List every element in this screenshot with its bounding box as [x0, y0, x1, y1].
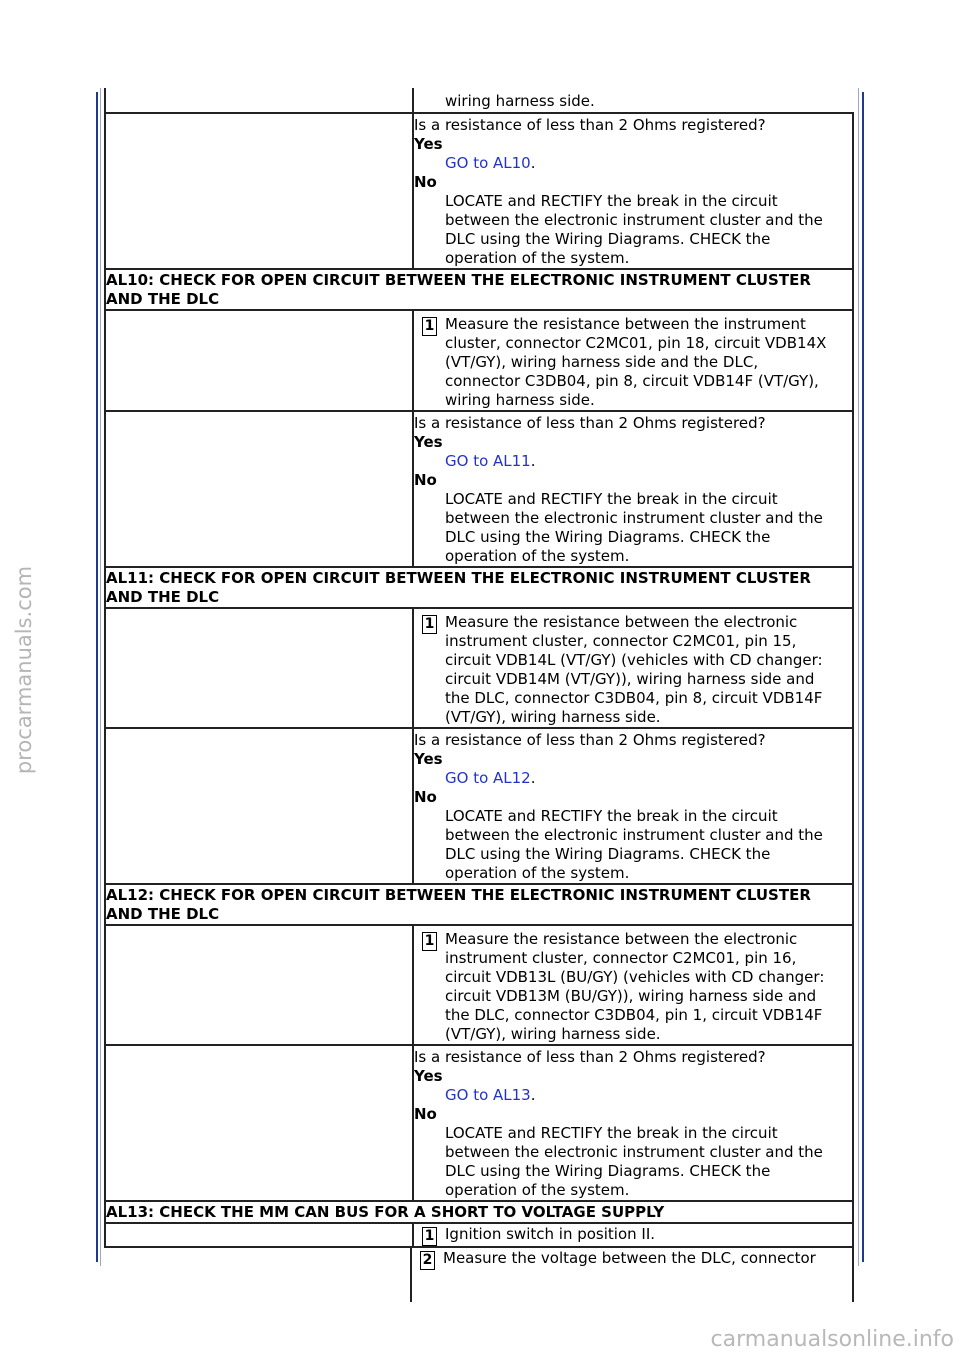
- step-line: Measure the voltage between the DLC, connector: [443, 1249, 816, 1267]
- step-line: (VT/GY), wiring harness side and the DLC,: [445, 353, 759, 371]
- no-action-line: between the electronic instrument cluster and the: [445, 826, 823, 844]
- step-item: [414, 1225, 852, 1246]
- question-text: Is a resistance of less than 2 Ohms registered?: [414, 116, 766, 134]
- section-heading-al12: [104, 885, 854, 926]
- step-line: circuit VDB13M (BU/GY)), wiring harness side and: [445, 987, 817, 1005]
- table-row: [104, 311, 854, 412]
- step-number: 1: [422, 317, 437, 336]
- question-cell: [414, 412, 854, 566]
- yes-action: [414, 769, 852, 788]
- table-row: [104, 88, 854, 114]
- empty-cell: [104, 729, 414, 883]
- table-row: [104, 729, 854, 885]
- section-heading-al13: [104, 1202, 854, 1224]
- yes-suffix: .: [530, 769, 536, 787]
- no-action-line: operation of the system.: [445, 864, 630, 882]
- empty-cell: [104, 1248, 412, 1302]
- no-action-line: LOCATE and RECTIFY the break in the circuit: [445, 192, 778, 210]
- no-action-line: DLC using the Wiring Diagrams. CHECK the: [445, 1162, 771, 1180]
- no-action-line: DLC using the Wiring Diagrams. CHECK the: [445, 528, 771, 546]
- no-action-line: DLC using the Wiring Diagrams. CHECK the: [445, 230, 771, 248]
- step-item: [414, 930, 852, 968]
- goto-link[interactable]: GO to AL12: [445, 769, 531, 787]
- yes-label: Yes: [414, 135, 443, 153]
- heading-line: AND THE DLC: [106, 290, 220, 308]
- empty-cell: [104, 1224, 414, 1246]
- yes-suffix: .: [530, 452, 536, 470]
- heading-line: AL12: CHECK FOR OPEN CIRCUIT BETWEEN THE ELECTRONIC INSTRUMENT CLUSTER: [106, 886, 811, 904]
- diagnostic-table: [104, 88, 854, 1302]
- table-row: [104, 926, 854, 1046]
- no-action-line: operation of the system.: [445, 1181, 630, 1199]
- no-label: No: [414, 471, 437, 489]
- empty-cell: [104, 412, 414, 566]
- heading-line: AND THE DLC: [106, 588, 220, 606]
- yes-action: [414, 452, 852, 471]
- no-action-line: operation of the system.: [445, 547, 630, 565]
- question-text: Is a resistance of less than 2 Ohms registered?: [414, 414, 766, 432]
- carry-over-text: wiring harness side.: [445, 92, 595, 110]
- question-cell: [414, 729, 854, 883]
- carry-over-cell: [414, 88, 854, 112]
- step-line: Ignition switch in position II.: [445, 1225, 656, 1243]
- side-watermark: procarmanuals.com: [12, 565, 36, 775]
- no-action-line: LOCATE and RECTIFY the break in the circuit: [445, 807, 778, 825]
- no-label: No: [414, 173, 437, 191]
- question-cell: [414, 1046, 854, 1200]
- empty-cell: [104, 609, 414, 727]
- step-cell: [414, 926, 854, 1044]
- empty-cell: [104, 114, 414, 268]
- step-item: [414, 315, 852, 353]
- section-heading-al11: [104, 568, 854, 609]
- step-cell: [414, 609, 854, 727]
- no-action-line: between the electronic instrument cluster and the: [445, 1143, 823, 1161]
- step-cell: [414, 311, 854, 410]
- step-line: instrument cluster, connector C2MC01, pin 15,: [445, 632, 797, 650]
- no-action-line: LOCATE and RECTIFY the break in the circuit: [445, 490, 778, 508]
- step-item: [414, 613, 852, 651]
- step-line: Measure the resistance between the electronic: [445, 613, 798, 631]
- step-item: [412, 1249, 852, 1270]
- section-heading-al10: [104, 270, 854, 311]
- no-action-line: operation of the system.: [445, 249, 630, 267]
- yes-label: Yes: [414, 1067, 443, 1085]
- table-row: [104, 1248, 854, 1302]
- yes-suffix: .: [530, 1086, 536, 1104]
- step-number: 1: [422, 1227, 437, 1246]
- goto-link[interactable]: GO to AL13: [445, 1086, 531, 1104]
- step-line: circuit VDB14M (VT/GY)), wiring harness side and: [445, 670, 815, 688]
- yes-action: [414, 1086, 852, 1105]
- yes-suffix: .: [530, 154, 536, 172]
- step-cell: [412, 1248, 854, 1302]
- empty-cell: [104, 1046, 414, 1200]
- question-text: Is a resistance of less than 2 Ohms registered?: [414, 731, 766, 749]
- page-margin-line-right: [858, 88, 859, 1266]
- step-line: cluster, connector C2MC01, pin 18, circuit VDB14X: [445, 334, 827, 352]
- no-action-line: between the electronic instrument cluster and the: [445, 211, 823, 229]
- goto-link[interactable]: GO to AL10: [445, 154, 531, 172]
- step-number: 2: [420, 1251, 435, 1270]
- yes-label: Yes: [414, 433, 443, 451]
- step-number: 1: [422, 932, 437, 951]
- step-number: 1: [422, 615, 437, 634]
- heading-line: AL11: CHECK FOR OPEN CIRCUIT BETWEEN THE ELECTRONIC INSTRUMENT CLUSTER: [106, 569, 811, 587]
- bottom-watermark: carmanualsonline.info: [710, 1327, 954, 1352]
- page-margin-bar-right: [862, 92, 864, 1262]
- no-label: No: [414, 788, 437, 806]
- empty-cell: [104, 311, 414, 410]
- yes-action: [414, 154, 852, 173]
- empty-cell: [104, 926, 414, 1044]
- step-line: the DLC, connector C3DB04, pin 1, circuit VDB14F: [445, 1006, 823, 1024]
- table-row: [104, 1224, 854, 1248]
- heading-line: AL13: CHECK THE MM CAN BUS FOR A SHORT TO VOLTAGE SUPPLY: [106, 1203, 665, 1221]
- step-line: (VT/GY), wiring harness side.: [445, 1025, 661, 1043]
- goto-link[interactable]: GO to AL11: [445, 452, 531, 470]
- heading-line: AL10: CHECK FOR OPEN CIRCUIT BETWEEN THE ELECTRONIC INSTRUMENT CLUSTER: [106, 271, 811, 289]
- step-line: wiring harness side.: [445, 391, 595, 409]
- no-action-line: LOCATE and RECTIFY the break in the circuit: [445, 1124, 778, 1142]
- question-text: Is a resistance of less than 2 Ohms registered?: [414, 1048, 766, 1066]
- table-row: [104, 412, 854, 568]
- question-cell: [414, 114, 854, 268]
- step-line: circuit VDB14L (VT/GY) (vehicles with CD changer:: [445, 651, 823, 669]
- step-cell: [414, 1224, 854, 1246]
- step-line: Measure the resistance between the instrument: [445, 315, 806, 333]
- step-line: (VT/GY), wiring harness side.: [445, 708, 661, 726]
- step-line: connector C3DB04, pin 8, circuit VDB14F (VT/GY),: [445, 372, 819, 390]
- step-line: instrument cluster, connector C2MC01, pin 16,: [445, 949, 797, 967]
- yes-label: Yes: [414, 750, 443, 768]
- step-line: the DLC, connector C3DB04, pin 8, circuit VDB14F: [445, 689, 823, 707]
- step-line: circuit VDB13L (BU/GY) (vehicles with CD changer:: [445, 968, 825, 986]
- page-margin-bar-left: [96, 92, 98, 1262]
- empty-cell: [104, 88, 414, 112]
- no-action-line: between the electronic instrument cluster and the: [445, 509, 823, 527]
- heading-line: AND THE DLC: [106, 905, 220, 923]
- table-row: [104, 609, 854, 729]
- no-action-line: DLC using the Wiring Diagrams. CHECK the: [445, 845, 771, 863]
- page-margin-line-left: [100, 88, 101, 1266]
- no-label: No: [414, 1105, 437, 1123]
- step-line: Measure the resistance between the electronic: [445, 930, 798, 948]
- table-row: [104, 114, 854, 270]
- table-row: [104, 1046, 854, 1202]
